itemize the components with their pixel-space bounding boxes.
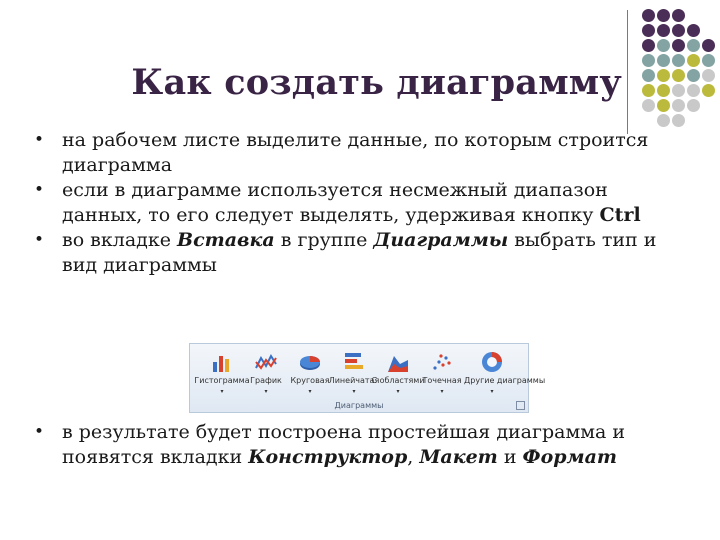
dropdown-arrow-icon: ▾ [308,388,312,395]
dropdown-arrow-icon: ▾ [396,388,400,395]
bullet-text: в группе [280,229,368,251]
decor-dot [642,54,655,67]
decor-dot [642,39,655,52]
decor-dot [702,39,715,52]
line-chart-button[interactable] [242,348,290,396]
other-charts-label: Другие диаграммы [464,376,546,385]
scatter-chart-icon [430,350,454,374]
bullet-item [34,178,684,228]
ribbon-group-label: Диаграммы [334,401,384,410]
decor-dot [687,99,700,112]
tab-name: Формат [522,446,618,468]
other-charts-icon [480,350,504,374]
bullet-item [34,128,684,178]
decor-dot [672,9,685,22]
decor-dot [657,114,670,127]
bar-chart-button[interactable] [330,348,378,396]
bullet-text: выбрать тип и вид диаграммы [62,229,657,276]
bar-chart-label: Линейчатая [328,376,380,385]
histogram-label: Гистограмма [194,376,250,385]
decor-dot [702,69,715,82]
histogram-button[interactable] [194,348,250,396]
bullet-text: и [503,446,517,468]
area-chart-icon [386,350,410,374]
bullet-text: , [407,446,414,468]
area-chart-label: С областями [371,376,425,385]
decor-dot [657,69,670,82]
bar-chart-icon [342,350,366,374]
tab-name: Макет [419,446,498,468]
histogram-chart-icon [210,350,234,374]
pie-chart-button[interactable] [286,348,334,396]
decor-dot [672,69,685,82]
decor-dot [657,99,670,112]
decor-dot [657,54,670,67]
decor-dot [657,84,670,97]
scatter-chart-label: Точечная [422,376,462,385]
bullet-list [34,128,684,278]
decor-dot [642,9,655,22]
scatter-chart-button[interactable] [418,348,466,396]
decor-dot [657,24,670,37]
pie-chart-label: Круговая [290,376,330,385]
decor-dot [672,54,685,67]
title-divider [627,10,628,134]
bullet-text: на рабочем листе выделите данные, по которым строится диаграмма [62,129,649,176]
bullet-item [34,228,684,278]
decor-dot [687,84,700,97]
charts-ribbon-group [189,343,546,413]
decor-dot [672,24,685,37]
tab-name: Вставка [177,229,275,251]
decor-dot [702,84,715,97]
decor-dot [672,99,685,112]
key-name: Ctrl [599,204,641,226]
bullet-text: во вкладке [62,229,171,251]
dropdown-arrow-icon: ▾ [264,388,268,395]
slide-title: Как создать диаграмму [131,62,622,103]
dropdown-arrow-icon: ▾ [490,388,494,395]
decor-dot [642,24,655,37]
decor-dot [642,84,655,97]
bullet-list [34,420,694,470]
decor-dot [672,114,685,127]
dialog-launcher-icon[interactable] [516,401,525,410]
pie-chart-icon [298,350,322,374]
other-charts-button[interactable] [464,348,546,396]
area-chart-button[interactable] [371,348,425,396]
decor-dot [672,84,685,97]
bullet-text: если в диаграмме используется несмежный диапазон данных, то его следует выделять, удерживая кнопку [62,179,608,226]
decor-dot [687,24,700,37]
line-chart-label: График [250,376,282,385]
tab-name: Конструктор [248,446,408,468]
line-chart-icon [254,350,278,374]
decor-dot [672,39,685,52]
decor-dot [657,39,670,52]
decor-dot [642,69,655,82]
decor-dot [687,54,700,67]
bullet-item [34,420,694,470]
decor-dot [687,39,700,52]
decor-dot [687,69,700,82]
decor-dot [642,99,655,112]
dropdown-arrow-icon: ▾ [220,388,224,395]
dropdown-arrow-icon: ▾ [352,388,356,395]
bullet-text: в результате будет построена простейшая диаграмма и появятся вкладки [62,421,626,468]
dropdown-arrow-icon: ▾ [440,388,444,395]
decorative-dot-grid [640,9,720,129]
group-name: Диаграммы [373,229,509,251]
decor-dot [702,54,715,67]
decor-dot [657,9,670,22]
